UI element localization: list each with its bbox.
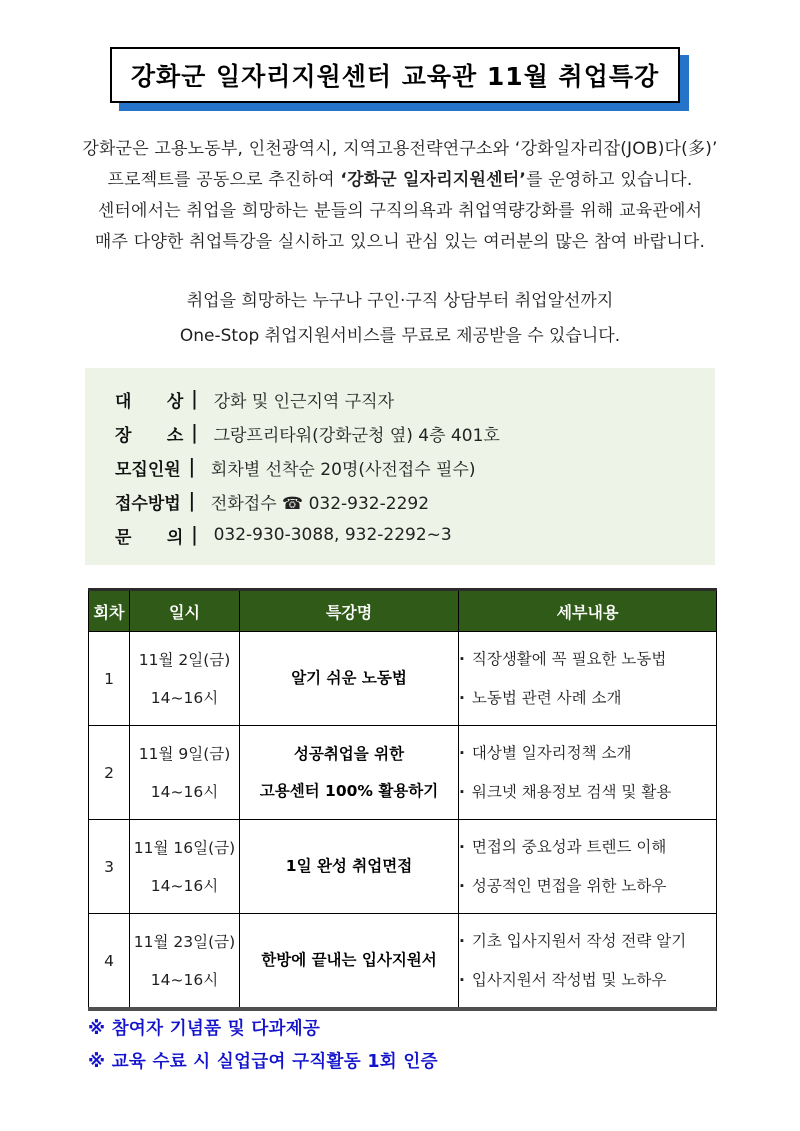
table-row — [89, 820, 717, 914]
bullet-icon: · — [459, 743, 465, 762]
bullet-icon: · — [459, 782, 465, 801]
lecture-title — [240, 914, 459, 1010]
col-header-session: 회차 — [89, 590, 130, 632]
detail-text: 노동법 관련 사례 소개 — [471, 688, 622, 707]
service-line-1: 취업을 희망하는 누구나 구인·구직 상담부터 취업알선까지 — [186, 291, 614, 311]
time-line: 14~16시 — [150, 876, 219, 895]
intro-line-2-prefix: 프로젝트를 공동으로 추진하여 — [107, 170, 341, 190]
lecture-details — [459, 820, 717, 914]
session-datetime — [130, 726, 240, 820]
col-header-date: 일시 — [130, 590, 240, 632]
col-header-details: 세부내용 — [459, 590, 717, 632]
schedule-table-wrap — [88, 588, 712, 1011]
info-label-contact: 문 의 — [115, 527, 184, 548]
lecture-details — [459, 914, 717, 1010]
detail-line — [459, 867, 716, 906]
date-line: 11월 2일(금) — [138, 650, 231, 669]
bullet-icon: · — [459, 931, 465, 950]
detail-line — [459, 640, 716, 679]
bullet-icon: · — [459, 688, 465, 707]
detail-text: 대상별 일자리정책 소개 — [471, 743, 632, 762]
info-row-target — [115, 382, 715, 416]
detail-line — [459, 773, 716, 812]
intro-paragraph — [0, 134, 800, 258]
info-value-target: 강화 및 인근지역 구직자 — [213, 391, 395, 412]
service-paragraph — [0, 284, 800, 354]
detail-line — [459, 961, 716, 1000]
detail-line — [459, 679, 716, 718]
detail-line — [459, 828, 716, 867]
bullet-icon: · — [459, 876, 465, 895]
divider-bar: | — [191, 387, 198, 411]
session-datetime — [130, 820, 240, 914]
info-label-capacity: 모집인원 — [115, 459, 181, 480]
detail-text: 기초 입사지원서 작성 전략 알기 — [471, 931, 687, 950]
intro-line-1: 강화군은 고용노동부, 인천광역시, 지역고용전략연구소와 ‘강화일자리잡(JOB)다(多)’ — [82, 139, 718, 159]
detail-line — [459, 922, 716, 961]
bullet-icon: · — [459, 837, 465, 856]
detail-text: 입사지원서 작성법 및 노하우 — [471, 970, 667, 989]
lecture-title — [240, 632, 459, 726]
info-value-apply: 전화접수 ☎ 032-932-2292 — [210, 493, 430, 514]
footer-notes — [88, 1013, 438, 1079]
info-row-apply — [115, 484, 715, 518]
detail-text: 워크넷 채용정보 검색 및 활용 — [471, 782, 672, 801]
table-row — [89, 726, 717, 820]
time-line: 14~16시 — [150, 970, 219, 989]
date-line: 11월 16일(금) — [133, 838, 236, 857]
intro-line-2 — [0, 165, 800, 196]
info-value-contact: 032-930-3088, 932-2292~3 — [213, 525, 452, 545]
schedule-table — [88, 588, 717, 1011]
lecture-title-line: 성공취업을 위한 — [293, 744, 405, 763]
intro-line-2-bold: ‘강화군 일자리지원센터’ — [340, 170, 527, 190]
divider-bar: | — [188, 455, 195, 479]
table-row — [89, 632, 717, 726]
time-line: 14~16시 — [150, 782, 219, 801]
note-souvenir: ※ 참여자 기념품 및 다과제공 — [88, 1019, 321, 1039]
info-value-capacity: 회차별 선착순 20명(사전접수 필수) — [210, 459, 476, 480]
session-datetime — [130, 914, 240, 1010]
detail-text: 직장생활에 꼭 필요한 노동법 — [471, 649, 667, 668]
lecture-title-line: 한방에 끝내는 입사지원서 — [261, 951, 437, 969]
info-label-apply: 접수방법 — [115, 493, 181, 514]
session-number: 4 — [89, 914, 130, 1010]
page-title — [110, 47, 680, 103]
lecture-details — [459, 632, 717, 726]
time-line: 14~16시 — [150, 688, 219, 707]
lecture-title — [240, 726, 459, 820]
session-number: 2 — [89, 726, 130, 820]
lecture-title-line: 알기 쉬운 노동법 — [291, 669, 407, 687]
lecture-title-line: 고용센터 100% 활용하기 — [259, 781, 439, 800]
note-certification: ※ 교육 수료 시 실업급여 구직활동 1회 인증 — [88, 1052, 438, 1072]
intro-line-4: 매주 다양한 취업특강을 실시하고 있으니 관심 있는 여러분의 많은 참여 바랍니다. — [94, 232, 706, 252]
info-box — [85, 368, 715, 565]
table-row — [89, 914, 717, 1010]
detail-line — [459, 734, 716, 773]
detail-text: 면접의 중요성과 트렌드 이해 — [471, 837, 667, 856]
bullet-icon: · — [459, 649, 465, 668]
intro-line-3: 센터에서는 취업을 희망하는 분들의 구직의욕과 취업역량강화를 위해 교육관에서 — [97, 201, 703, 221]
bullet-icon: · — [459, 970, 465, 989]
table-header-row — [89, 590, 717, 632]
lecture-details — [459, 726, 717, 820]
date-line: 11월 9일(금) — [138, 744, 231, 763]
lecture-title-line: 1일 완성 취업면접 — [285, 857, 413, 875]
info-value-venue: 그랑프리타워(강화군청 옆) 4층 401호 — [213, 425, 500, 446]
info-row-venue — [115, 416, 715, 450]
intro-line-2-suffix: 를 운영하고 있습니다. — [526, 170, 693, 190]
info-label-target: 대 상 — [115, 391, 184, 412]
page-title-text: 강화군 일자리지원센터 교육관 11월 취업특강 — [130, 62, 660, 91]
session-number: 3 — [89, 820, 130, 914]
info-row-capacity — [115, 450, 715, 484]
divider-bar: | — [191, 523, 198, 547]
lecture-title — [240, 820, 459, 914]
service-line-2: One-Stop 취업지원서비스를 무료로 제공받을 수 있습니다. — [179, 326, 621, 346]
info-label-venue: 장 소 — [115, 425, 184, 446]
info-row-contact — [115, 518, 715, 552]
col-header-lecture: 특강명 — [240, 590, 459, 632]
detail-text: 성공적인 면접을 위한 노하우 — [471, 876, 667, 895]
divider-bar: | — [191, 421, 198, 445]
date-line: 11월 23일(금) — [133, 932, 236, 951]
divider-bar: | — [188, 489, 195, 513]
session-number: 1 — [89, 632, 130, 726]
session-datetime — [130, 632, 240, 726]
